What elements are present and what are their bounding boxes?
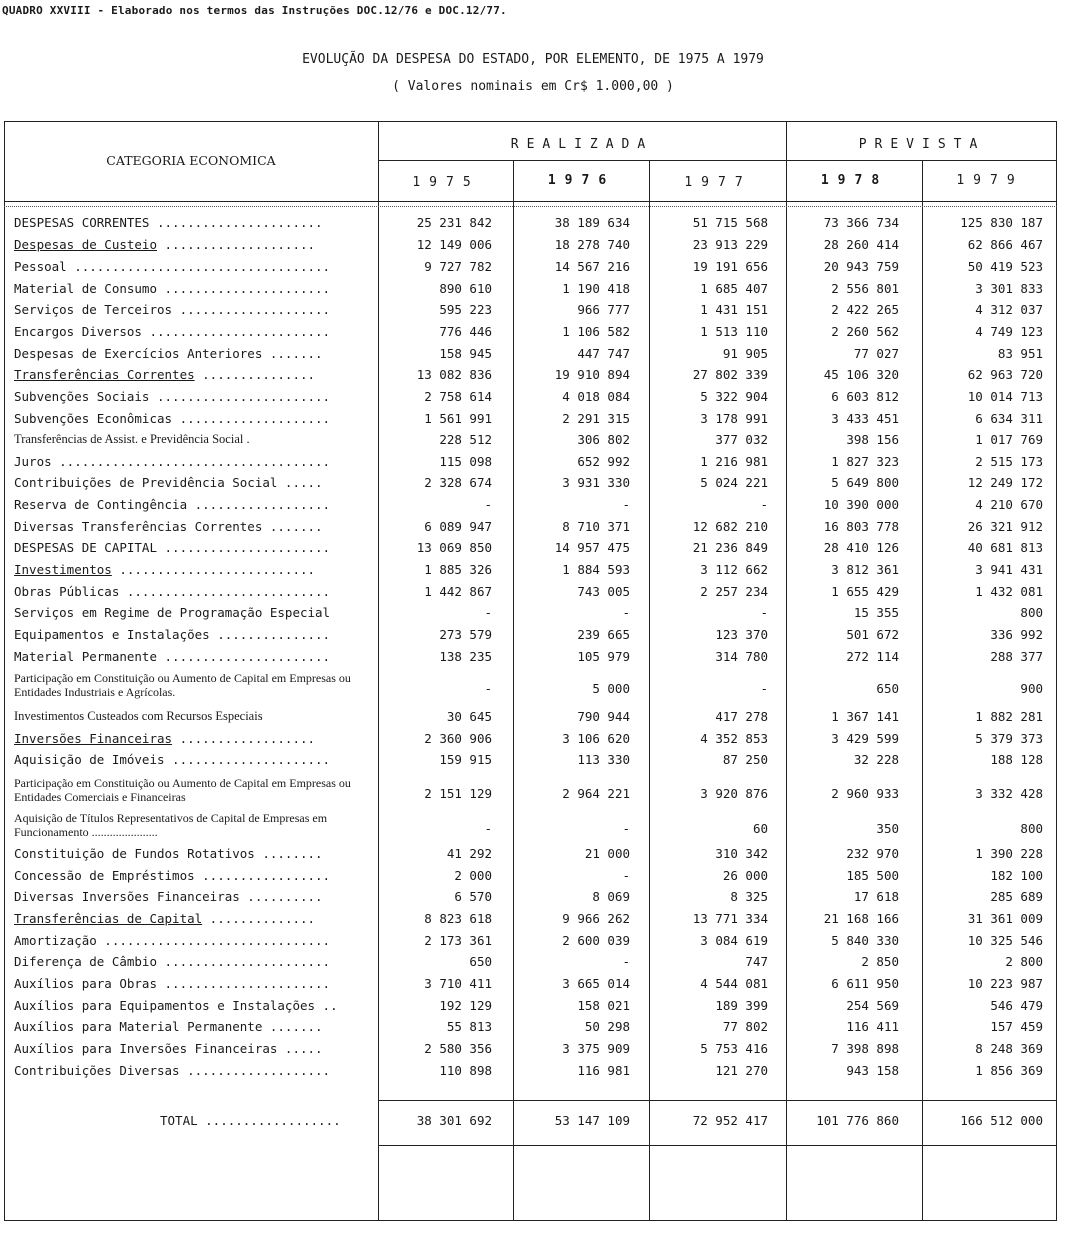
- cell-1979: 26 321 912: [967, 519, 1043, 534]
- cell-1977: 3 084 619: [700, 933, 768, 948]
- cell-1975: 158 945: [439, 346, 492, 361]
- row-label-text: Transferências Correntes: [14, 367, 195, 382]
- total-cell-1979: 166 512 000: [960, 1113, 1043, 1128]
- cell-1978: 6 603 812: [831, 389, 899, 404]
- cell-1976: 3 106 620: [562, 731, 630, 746]
- cell-1976: 743 005: [577, 584, 630, 599]
- row-label: Material de Consumo ......................: [14, 281, 331, 296]
- row-label: Contribuições de Previdência Social .....: [14, 475, 323, 490]
- cell-1979: 800: [1020, 605, 1043, 620]
- cell-1977: 3 178 991: [700, 411, 768, 426]
- cell-1975: 273 579: [439, 627, 492, 642]
- cell-1977: 121 270: [715, 1063, 768, 1078]
- cell-1976: 3 665 014: [562, 976, 630, 991]
- cell-1976: 966 777: [577, 302, 630, 317]
- cell-1978: 21 168 166: [823, 911, 899, 926]
- table-row: [0, 408, 1066, 430]
- cell-1975: 13 069 850: [416, 540, 492, 555]
- cell-1976: 2 964 221: [562, 786, 630, 801]
- cell-1976: 306 802: [577, 432, 630, 447]
- row-label: Auxílios para Obras ......................: [14, 976, 331, 991]
- cell-1978: 32 228: [853, 752, 899, 767]
- table-row: [0, 234, 1066, 256]
- cell-1976: 21 000: [584, 846, 630, 861]
- cell-1976: 2 600 039: [562, 933, 630, 948]
- cell-1976: 652 992: [577, 454, 630, 469]
- total-row: [0, 1110, 1066, 1132]
- cell-1978: 232 970: [846, 846, 899, 861]
- cell-1975: -: [484, 497, 492, 512]
- cell-1976: 18 278 740: [554, 237, 630, 252]
- total-label: TOTAL ..................: [160, 1113, 341, 1128]
- table-row: [0, 706, 1066, 728]
- cell-1977: 189 399: [715, 998, 768, 1013]
- table-row: [0, 908, 1066, 930]
- cell-1979: 4 749 123: [975, 324, 1043, 339]
- total-cell-1978: 101 776 860: [816, 1113, 899, 1128]
- row-label: Reserva de Contingência ..................: [14, 497, 331, 512]
- cell-1979: 546 479: [990, 998, 1043, 1013]
- cell-1978: 2 850: [861, 954, 899, 969]
- cell-1978: 501 672: [846, 627, 899, 642]
- cell-1978: 20 943 759: [823, 259, 899, 274]
- year-header-1978: 1978: [820, 173, 889, 188]
- cell-1978: 943 158: [846, 1063, 899, 1078]
- table-row: [0, 865, 1066, 887]
- cell-1975: 6 570: [454, 889, 492, 904]
- row-label: Diversas Inversões Financeiras ..........: [14, 889, 323, 904]
- cell-1977: 8 325: [730, 889, 768, 904]
- table-row: [0, 1016, 1066, 1038]
- row-label: Subvenções Econômicas ....................: [14, 411, 331, 426]
- table-row: [0, 364, 1066, 386]
- cell-1978: 2 422 265: [831, 302, 899, 317]
- cell-1978: 5 649 800: [831, 475, 899, 490]
- cell-1978: 2 556 801: [831, 281, 899, 296]
- table-row: [0, 995, 1066, 1017]
- year-header-1976: 1976: [547, 173, 616, 188]
- cell-1979: 800: [1020, 821, 1043, 836]
- cell-1978: 650: [876, 681, 899, 696]
- cell-1977: 26 000: [722, 868, 768, 883]
- cell-1977: 3 920 876: [700, 786, 768, 801]
- cell-1976: 1 190 418: [562, 281, 630, 296]
- cell-1977: 310 342: [715, 846, 768, 861]
- table-row: [0, 624, 1066, 646]
- cell-1975: 25 231 842: [416, 215, 492, 230]
- cell-1978: 3 812 361: [831, 562, 899, 577]
- cell-1979: 3 941 431: [975, 562, 1043, 577]
- table-row: [0, 951, 1066, 973]
- cell-1975: 2 328 674: [424, 475, 492, 490]
- cell-1976: -: [622, 497, 630, 512]
- cell-1976: 4 018 084: [562, 389, 630, 404]
- cell-1976: 158 021: [577, 998, 630, 1013]
- table-row: [0, 559, 1066, 581]
- cell-1975: 8 823 618: [424, 911, 492, 926]
- cell-1976: -: [622, 821, 630, 836]
- cell-1979: 125 830 187: [960, 215, 1043, 230]
- cell-1979: 288 377: [990, 649, 1043, 664]
- cell-1978: 3 429 599: [831, 731, 899, 746]
- row-label: Diferença de Câmbio ......................: [14, 954, 331, 969]
- cell-1975: 2 000: [454, 868, 492, 883]
- row-label: [14, 731, 376, 746]
- cell-1979: 3 332 428: [975, 786, 1043, 801]
- cell-1977: 23 913 229: [692, 237, 768, 252]
- cell-1977: 5 753 416: [700, 1041, 768, 1056]
- cell-1979: 4 312 037: [975, 302, 1043, 317]
- cell-1978: 77 027: [853, 346, 899, 361]
- cell-1976: 50 298: [584, 1019, 630, 1034]
- cell-1978: 17 618: [853, 889, 899, 904]
- cell-1975: 41 292: [446, 846, 492, 861]
- table-row: [0, 472, 1066, 494]
- row-label: Subvenções Sociais .......................: [14, 389, 331, 404]
- row-label: DESPESAS DE CAPITAL ......................: [14, 540, 331, 555]
- cell-1977: -: [760, 497, 768, 512]
- table-row: [0, 930, 1066, 952]
- cell-1975: 1 442 867: [424, 584, 492, 599]
- cell-1976: 5 000: [592, 681, 630, 696]
- row-label: Juros ....................................: [14, 454, 331, 469]
- cell-1977: 60: [752, 821, 768, 836]
- row-label: [14, 237, 376, 252]
- cell-1977: 4 352 853: [700, 731, 768, 746]
- cell-1976: 113 330: [577, 752, 630, 767]
- cell-1975: 595 223: [439, 302, 492, 317]
- cell-1979: 8 248 369: [975, 1041, 1043, 1056]
- cell-1978: 185 500: [846, 868, 899, 883]
- table-row: [0, 212, 1066, 234]
- cell-1978: 1 367 141: [831, 709, 899, 724]
- cell-1979: 62 866 467: [967, 237, 1043, 252]
- table-row: [0, 811, 1066, 839]
- cell-1978: 73 366 734: [823, 215, 899, 230]
- row-label: Constituição de Fundos Rotativos ........: [14, 846, 323, 861]
- cell-1979: 50 419 523: [967, 259, 1043, 274]
- row-label-dots: ....................: [157, 237, 316, 252]
- row-label-dots: ..........................: [111, 562, 316, 577]
- table-row: [0, 321, 1066, 343]
- cell-1979: 1 432 081: [975, 584, 1043, 599]
- cell-1979: 5 379 373: [975, 731, 1043, 746]
- cell-1976: 105 979: [577, 649, 630, 664]
- cell-1977: 747: [745, 954, 768, 969]
- cell-1978: 15 355: [853, 605, 899, 620]
- cell-1979: 10 223 987: [967, 976, 1043, 991]
- cell-1977: -: [760, 681, 768, 696]
- cell-1976: 3 375 909: [562, 1041, 630, 1056]
- cell-1977: 1 216 981: [700, 454, 768, 469]
- table-row: [0, 671, 1066, 699]
- cell-1979: 188 128: [990, 752, 1043, 767]
- group-header-realizada: REALIZADA: [510, 137, 654, 152]
- cell-1977: 417 278: [715, 709, 768, 724]
- year-header-1977: 1977: [684, 175, 752, 190]
- cell-1977: 13 771 334: [692, 911, 768, 926]
- cell-1977: 1 513 110: [700, 324, 768, 339]
- cell-1977: 21 236 849: [692, 540, 768, 555]
- cell-1975: 650: [469, 954, 492, 969]
- cell-1976: 447 747: [577, 346, 630, 361]
- cell-1979: 182 100: [990, 868, 1043, 883]
- row-label: Investimentos Custeados com Recursos Especiais: [14, 709, 263, 723]
- cell-1977: 5 322 904: [700, 389, 768, 404]
- cell-1976: 38 189 634: [554, 215, 630, 230]
- cell-1978: 28 260 414: [823, 237, 899, 252]
- cell-1979: 2 800: [1005, 954, 1043, 969]
- row-label: Auxílios para Equipamentos e Instalações ..: [14, 998, 338, 1013]
- row-label: Aquisição de Imóveis .....................: [14, 752, 331, 767]
- table-row: [0, 343, 1066, 365]
- row-label: Transferências de Assist. e Previdência Social .: [14, 432, 250, 446]
- row-label: Participação em Constituição ou Aumento de Capital em Empresas ou Entidades Industriais e Agrícolas.: [14, 671, 351, 699]
- table-row: [0, 386, 1066, 408]
- cell-1978: 10 390 000: [823, 497, 899, 512]
- cell-1976: 19 910 894: [554, 367, 630, 382]
- cell-1976: 3 931 330: [562, 475, 630, 490]
- cell-1977: -: [760, 605, 768, 620]
- cell-1978: 7 398 898: [831, 1041, 899, 1056]
- row-label-text: Inversões Financeiras: [14, 731, 173, 746]
- cell-1977: 1 431 151: [700, 302, 768, 317]
- cell-1975: 2 758 614: [424, 389, 492, 404]
- total-cell-1975: 38 301 692: [416, 1113, 492, 1128]
- table-row: [0, 299, 1066, 321]
- cell-1979: 1 856 369: [975, 1063, 1043, 1078]
- row-label: Concessão de Empréstimos .................: [14, 868, 331, 883]
- page-subtitle: ( Valores nominais em Cr$ 1.000,00 ): [392, 79, 674, 94]
- cell-1978: 272 114: [846, 649, 899, 664]
- year-header-1975: 1975: [412, 175, 480, 190]
- cell-1979: 157 459: [990, 1019, 1043, 1034]
- cell-1976: 116 981: [577, 1063, 630, 1078]
- total-cell-1976: 53 147 109: [554, 1113, 630, 1128]
- cell-1977: 3 112 662: [700, 562, 768, 577]
- cell-1977: 123 370: [715, 627, 768, 642]
- row-label: DESPESAS CORRENTES ......................: [14, 215, 323, 230]
- cell-1979: 900: [1020, 681, 1043, 696]
- cell-1975: -: [484, 605, 492, 620]
- table-row: [0, 429, 1066, 451]
- table-row: [0, 581, 1066, 603]
- cell-1979: 3 301 833: [975, 281, 1043, 296]
- cell-1978: 350: [876, 821, 899, 836]
- table-row: [0, 749, 1066, 771]
- cell-1979: 6 634 311: [975, 411, 1043, 426]
- cell-1975: 159 915: [439, 752, 492, 767]
- cell-1979: 285 689: [990, 889, 1043, 904]
- row-label-text: Transferências de Capital: [14, 911, 203, 926]
- cell-1975: 1 561 991: [424, 411, 492, 426]
- row-label: Contribuições Diversas ...................: [14, 1063, 331, 1078]
- row-label: Aquisição de Títulos Representativos de Capital de Empresas em Funcionamento ......................: [14, 811, 328, 839]
- cell-1975: 12 149 006: [416, 237, 492, 252]
- cell-1975: 55 813: [446, 1019, 492, 1034]
- row-label: Amortização ..............................: [14, 933, 331, 948]
- row-label: Diversas Transferências Correntes .......: [14, 519, 323, 534]
- table-row: [0, 494, 1066, 516]
- cell-1979: 2 515 173: [975, 454, 1043, 469]
- row-label: Serviços de Terceiros ....................: [14, 302, 331, 317]
- row-label-dots: ..............: [202, 911, 316, 926]
- cell-1975: 138 235: [439, 649, 492, 664]
- row-label-text: Despesas de Custeio: [14, 237, 157, 252]
- table-row: [0, 256, 1066, 278]
- cell-1975: 2 173 361: [424, 933, 492, 948]
- cell-1979: 40 681 813: [967, 540, 1043, 555]
- row-label: Equipamentos e Instalações ...............: [14, 627, 331, 642]
- table-row: [0, 886, 1066, 908]
- cell-1975: 115 098: [439, 454, 492, 469]
- cell-1978: 16 803 778: [823, 519, 899, 534]
- cell-1979: 4 210 670: [975, 497, 1043, 512]
- row-label: Participação em Constituição ou Aumento de Capital em Empresas ou Entidades Comerciais e Financeiras: [14, 776, 351, 804]
- cell-1975: 890 610: [439, 281, 492, 296]
- cell-1977: 1 685 407: [700, 281, 768, 296]
- table-row: [0, 646, 1066, 668]
- cell-1979: 1 017 769: [975, 432, 1043, 447]
- cell-1975: 30 645: [446, 709, 492, 724]
- cell-1979: 1 882 281: [975, 709, 1043, 724]
- cell-1976: 8 710 371: [562, 519, 630, 534]
- cell-1975: 1 885 326: [424, 562, 492, 577]
- total-cell-1977: 72 952 417: [692, 1113, 768, 1128]
- cell-1976: 2 291 315: [562, 411, 630, 426]
- cell-1976: 8 069: [592, 889, 630, 904]
- cell-1978: 398 156: [846, 432, 899, 447]
- cell-1975: 2 360 906: [424, 731, 492, 746]
- page-title: EVOLUÇÃO DA DESPESA DO ESTADO, POR ELEMENTO, DE 1975 A 1979: [302, 52, 764, 67]
- cell-1979: 1 390 228: [975, 846, 1043, 861]
- row-label: Encargos Diversos ........................: [14, 324, 331, 339]
- cell-1976: 790 944: [577, 709, 630, 724]
- cell-1975: 3 710 411: [424, 976, 492, 991]
- cell-1975: 6 089 947: [424, 519, 492, 534]
- cell-1977: 87 250: [722, 752, 768, 767]
- cell-1975: 9 727 782: [424, 259, 492, 274]
- cell-1979: 31 361 009: [967, 911, 1043, 926]
- table-row: [0, 776, 1066, 804]
- cell-1976: -: [622, 605, 630, 620]
- row-label-text: Investimentos: [14, 562, 112, 577]
- row-label: Auxílios para Material Permanente .......: [14, 1019, 323, 1034]
- year-header-1979: 1979: [956, 173, 1024, 188]
- cell-1975: 2 580 356: [424, 1041, 492, 1056]
- cell-1977: 4 544 081: [700, 976, 768, 991]
- row-label: [14, 562, 376, 577]
- cell-1976: 14 957 475: [554, 540, 630, 555]
- table-row: [0, 1038, 1066, 1060]
- cell-1975: 110 898: [439, 1063, 492, 1078]
- cell-1976: 1 884 593: [562, 562, 630, 577]
- cell-1978: 45 106 320: [823, 367, 899, 382]
- cell-1976: 14 567 216: [554, 259, 630, 274]
- cell-1978: 116 411: [846, 1019, 899, 1034]
- table-row: [0, 843, 1066, 865]
- cell-1979: 83 951: [997, 346, 1043, 361]
- row-label: Pessoal ..................................: [14, 259, 331, 274]
- cell-1975: 2 151 129: [424, 786, 492, 801]
- row-label: Material Permanente ......................: [14, 649, 331, 664]
- cell-1977: 91 905: [722, 346, 768, 361]
- cell-1977: 12 682 210: [692, 519, 768, 534]
- cell-1975: -: [484, 681, 492, 696]
- cell-1977: 77 802: [722, 1019, 768, 1034]
- table-row: [0, 451, 1066, 473]
- cell-1976: -: [622, 868, 630, 883]
- group-header-prevista: PREVISTA: [858, 137, 986, 152]
- cell-1978: 28 410 126: [823, 540, 899, 555]
- cell-1977: 377 032: [715, 432, 768, 447]
- cell-1977: 314 780: [715, 649, 768, 664]
- cell-1975: 13 082 836: [416, 367, 492, 382]
- cell-1978: 254 569: [846, 998, 899, 1013]
- table-row: [0, 973, 1066, 995]
- table-row: [0, 516, 1066, 538]
- cell-1979: 12 249 172: [967, 475, 1043, 490]
- cell-1976: 9 966 262: [562, 911, 630, 926]
- cell-1977: 51 715 568: [692, 215, 768, 230]
- cell-1978: 2 260 562: [831, 324, 899, 339]
- table-row: [0, 278, 1066, 300]
- cell-1978: 3 433 451: [831, 411, 899, 426]
- row-label: Auxílios para Inversões Financeiras .....: [14, 1041, 323, 1056]
- cell-1979: 10 014 713: [967, 389, 1043, 404]
- row-label-dots: ...............: [194, 367, 316, 382]
- cell-1976: -: [622, 954, 630, 969]
- cell-1977: 2 257 234: [700, 584, 768, 599]
- cell-1978: 1 655 429: [831, 584, 899, 599]
- cell-1977: 19 191 656: [692, 259, 768, 274]
- header-note: QUADRO XXVIII - Elaborado nos termos das Instruções DOC.12/76 e DOC.12/77.: [2, 4, 507, 17]
- cell-1977: 5 024 221: [700, 475, 768, 490]
- cell-1978: 5 840 330: [831, 933, 899, 948]
- cell-1978: 2 960 933: [831, 786, 899, 801]
- table-row: [0, 602, 1066, 624]
- row-label: [14, 367, 376, 382]
- row-label: Despesas de Exercícios Anteriores .......: [14, 346, 323, 361]
- cell-1975: -: [484, 821, 492, 836]
- cell-1978: 6 611 950: [831, 976, 899, 991]
- table-row: [0, 1060, 1066, 1082]
- row-label: Serviços em Regime de Programação Especial: [14, 605, 331, 620]
- cell-1975: 192 129: [439, 998, 492, 1013]
- cell-1975: 228 512: [439, 432, 492, 447]
- row-label: [14, 911, 376, 926]
- table-row: [0, 537, 1066, 559]
- category-header: CATEGORIA ECONOMICA: [106, 153, 276, 168]
- row-label: Obras Públicas ...........................: [14, 584, 331, 599]
- cell-1976: 1 106 582: [562, 324, 630, 339]
- cell-1979: 336 992: [990, 627, 1043, 642]
- cell-1977: 27 802 339: [692, 367, 768, 382]
- cell-1978: 1 827 323: [831, 454, 899, 469]
- cell-1975: 776 446: [439, 324, 492, 339]
- cell-1979: 10 325 546: [967, 933, 1043, 948]
- cell-1979: 62 963 720: [967, 367, 1043, 382]
- cell-1976: 239 665: [577, 627, 630, 642]
- row-label-dots: ..................: [172, 731, 316, 746]
- table-row: [0, 728, 1066, 750]
